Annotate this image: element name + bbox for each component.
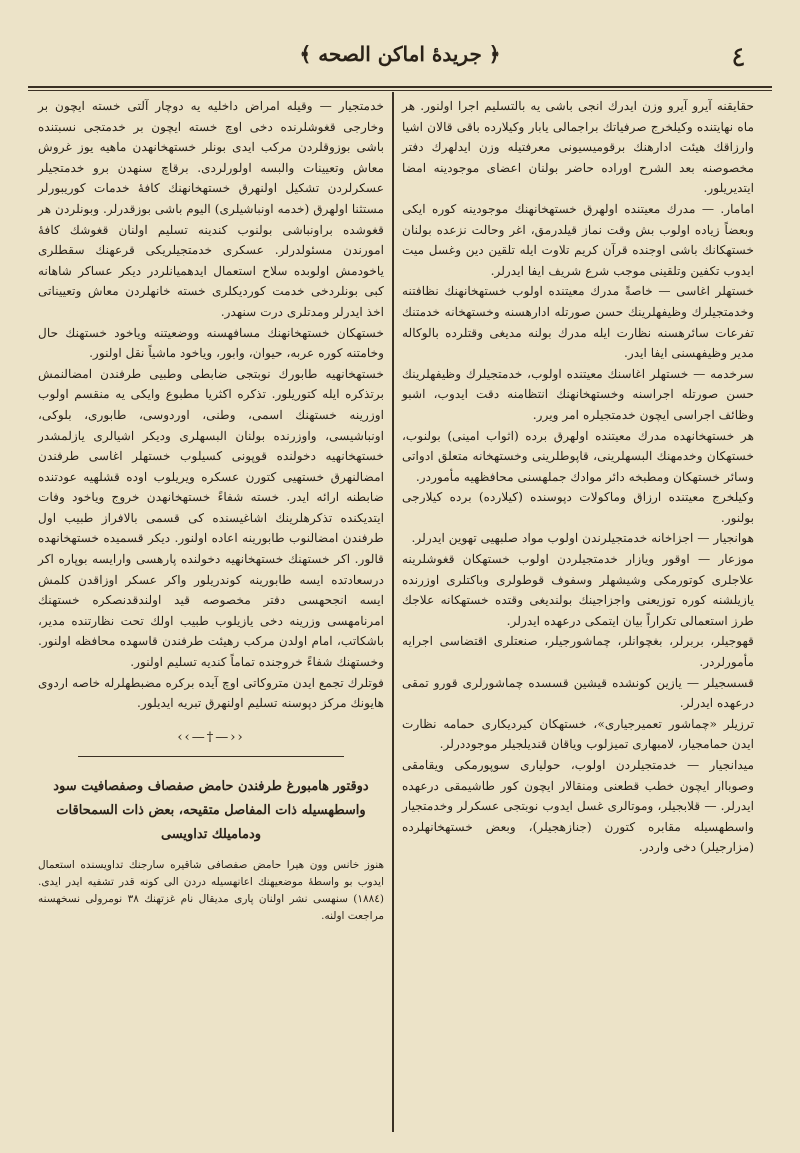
header-rule [28,86,772,88]
page-header [28,36,772,86]
paragraph: خستهكان خستهخانهنك مسافهسنه ووضعيتنه وياخود خستهنك حال وخامتنه كوره عربه، حيوان، وابور، وياخود ماشياً نقل اولنور. [38,325,384,361]
paragraph: موزعار — اوقور ويازار خدمتجيلردن اولوب خستهكان قغوشلرينه علاجلرى كوتورمكى وشيشهلر وسفوف قوطولرى وباكتلرى اوزرنده يازيلشنه كوره توزيعنى واجزاجينك بولنديغى وقتده خستهكانه علاجك طرز استعمالى تكراراً بيان ايتمكى درعهده ايدرلر. [402,552,754,628]
page-number: ٤ [730,40,746,73]
paragraph: حقايقنه آيرو آيرو وزن ايدرك انجى باشى يه بالتسليم اجرا اولنور. هر ماه نهايتنده وكيلخرج صرفياتك براجمالى يابار وكيلارده باقى قالان اشيا وارزاقك هيئت ادارهنك برقوميسيونى معرفتيله وزن ايدلهرك دفتر مخصوصنه بعد الشرح اوراده حاضر بولنان اعضاى موجودينه امضا ايتديريلور. [402,99,754,196]
paragraph: خستهخانهيه طابورك نوبتجى ضابطى وطبيى طرفندن امضالنمش برتذكره ايله كتوريلور. تذكره اكثريا مطبوع وايكى يه منقسم اولوب اوزرينه خستهنك اسمى، وطنى، اوردوسى، طابورى، بلوكى، اونباشيسى، واوزرنده بولنان البسهلرى وديكر اشيالرى يازلمشدر خستهخانهيه دخولنده قوپونى كسيلوب خستهلر اغاسى طرفندن امضالنهرق خستهيى كتورن عسكره ويريلوب اوده قشلهيه عودتنده ضابطنه ارائه ايدر. خسته شفاءً خستهخانهدن خروج وياخود وفات ايتديكنده تذكرهلرينك اشاغيسنده كى قسمى بالافراز طبيب اول طرفندن امضالنوب طابورينه اعاده اولنور. ديكر قسميده خستهخانهده قالور. اكر خستهنك خستهخانهيه دخولنده پارهسى وارايسه بوپاره اكر درسعادتده ايسه طابورينه كوندريلور واكر عسكر اوزاقدن كلمش ايسه انجحهسى دفتر مخصوصه قيد اولندقدنصكره خستهنك امرنامهسى وزرينه دخى يازيلوب طبيب اولك تحت نظارتنده مدير، باشكاتب، امام اولدن مركب رهيئت طرفندن قاسهده محافظه اولنور. وخستهنك شفاءً خروجنده تماماً كنديه تسليم اولنور. [38,366,384,670]
paragraph: خستهلر اغاسى — خاصةً مدرك معيتنده اولوب خستهخانهنك نظافتنه وخدمتجيلرك وظيفهلرينك حسن صورتله ادارهسنه وخستهخانه خدمتنك تفرعات سائرهسنه نظارت ايله مدرك بولنه مديغى وقتلرده بالوكاله مدير وظيفهسنى ايفا ايدر. [402,284,754,361]
ornament-rule [78,756,344,757]
article-title: دوقتور هامبورغ طرفندن حامض صفصاف وصفصافيت سود واسطهسيله ذات المفاصل متقيحه، بعض ذات السمحاقات ودماميلك تداويسى [53,779,369,843]
paragraph: فوتلرك تجمع ايدن متروكاتى اوچ آيده بركره مضبطهلرله خاصه اردوى هايونك مركز دپوسنه تسليم اولنهرق تبريه ايديلور. [38,675,384,711]
paragraph: هوانجيار — اجزاخانه خدمتجيلرندن اولوب مواد صلبهيى تهوين ايدرلر. [411,531,754,546]
paragraph: قهوجيلر، بربرلر، بغچوانلر، چماشورجيلر، صنعتلرى اقتضاسى اجرايه مأمورلردر. [402,634,754,670]
right-column [402,96,754,858]
paragraph: هر خستهخانهده مدرك معيتنده اولهرق برده (اثواب امينى) بولنوب، خستهكان وخدمهنك البسهلرينى، قاپوطلرينى وخستهخانه متعلق ادواتى وسائر خستهكان ومطبخه دائر موادك جملهسنى محافظهيه مأموردر. [402,428,754,484]
section-ornament: ‹‹—†—›› [177,729,245,745]
header-rule-thin [28,90,772,91]
footnote: هنوز خانس وون هيرا حامض صفصافى شاقيره سارجنك تداويسنده استعمال ايدوب بو واسطهٔ موضعيهنك اعانهسيله دردن الى كونه قدر تشفيه ايدر ايدى. (١٨٨٤) سنهسى نشر اولنان پارى مديقال نام غزتهنك ٣٨ نومرولى نسخهسنه مراجعت اولنه. [38,859,384,923]
paragraph: وكيلخرج معيتنده ارزاق وماكولات دپوسنده (كيلارده) برده كيلارجى بولنور. [402,490,754,525]
paragraph: قسسجيلر — يازين كونشده قيشين قسسده چماشورلرى قورو تمقى درعهده ايدرلر. [402,675,754,711]
paragraph: خدمتجيار — وقيله امراض داخليه يه دوچار آلتى خسته ايچون بر وخارجى قغوشلرنده دخى اوچ خسته ايچون بر خدمتجى نسبتنده باشى بوزوقلردن مركب ايدى بونلر خستهخانهدن ماهيه يوز غروش معاش وتعيينات والبسه اولورلردى. برقاچ سنهدن برو خدمتجيلر عسكرلردن تشكيل اولنهرق خستهخانهنك كافهٔ خدمات كوريبورلر مستثنا اولهرق (خدمه اونباشيلرى) اليوم باشى بوزقدرلر. وبونلردن هر قغوشده براونباشى بولنوب كندينه تسليم اولنان قغوشك كافهٔ امورندن مسئولدرلر. عسكرى خدمتجيلريكى قرعهنك سقطلرى ياخودمش اولوبده سلاح استعمال ايدهميانلردر ديكر عساكر شاهانه كبى بونلردخى خدمت كورديكلرى خسته خانهلردن معاش وتعييناتى اخذ ايدرلر ومدتلرى درت سنهدر. [37,99,384,319]
paragraph: ترزيلر «چماشور تعميرجيارى»، خستهكان كيرديكارى حمامه نظارت ايدن حمامجيار، لامبهارى تميزلوب وياقان قنديلجيلر موجوددرلر. [402,716,754,752]
column-divider [392,92,394,1132]
paragraph: ميدانجيار — خدمتجيلردن اولوب، حوليارى سوپورمكى ويقامقى وصوباار ايچون خطب قطعنى ومنقالار ايچون كور طاشيمقى درعهده ايدرلر. — قلابجيلر، وموتالرى غسل ايدوب نوبتجى عسكرلر وخدمتجيار واسطهسيله مقابره كتورن (جنازهجيلر)، وبعض خستهخانهلرده (مزارجيلر) دخى واردر. [402,758,754,855]
left-column [38,96,384,925]
journal-title: ﴿ جريدهٔ اماكن الصحه ﴾ [299,42,501,66]
paragraph: سرخدمه — خستهلر اغاسنك معيتنده اولوب، خدمتجيلرك وظيفهلرينك حسن صورتله اجراسنه وخستهخانهنك انتظامنه دقت ايدوب، اشبو وظائف اجراسى ايچون خدمتجيلره امر ويرر. [402,366,754,422]
paragraph: امامار. — مدرك معيتنده اولهرق خستهخانهنك موجودينه كوره ايكى وبعضاً زياده اولوب بش وقت نماز قيلدرمق، اغر وحالت نزعده بولنان خستهكانك باشى اوجنده قرآن كريم تلاوت ايله تلقين دين وغسل ميت ايدوب تكفين وتلقينى موجب شرع شريف ايفا ايدرلر. [402,201,754,278]
